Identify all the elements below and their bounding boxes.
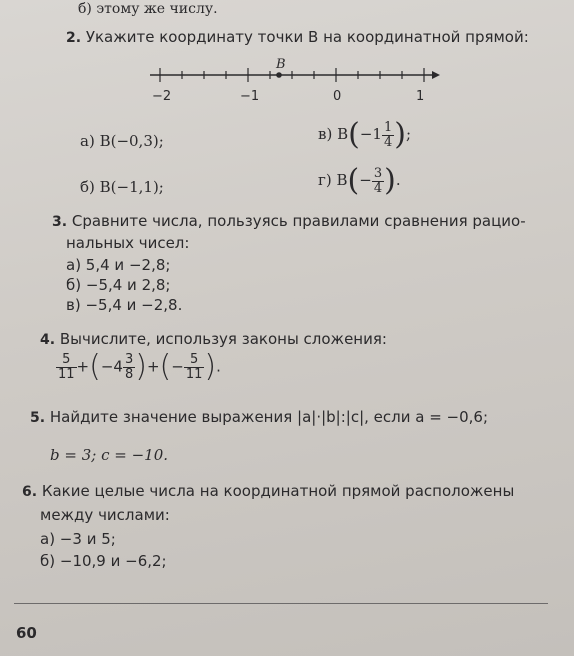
option-2g-prefix: г) B bbox=[318, 171, 348, 189]
tick-label-1: 1 bbox=[416, 89, 425, 104]
option-2b: б) B(−1,1); bbox=[80, 178, 164, 196]
task-3-item-v: в) −5,4 и −2,8. bbox=[66, 296, 183, 314]
number-line bbox=[140, 55, 440, 105]
option-2v: в) B(−1 $\frac{1}{4}$ ); bbox=[318, 117, 411, 152]
point-b-label: B bbox=[276, 57, 286, 72]
option-2v-fraction: $\frac{1}{4}$ bbox=[383, 119, 393, 150]
footer-rule bbox=[14, 603, 548, 604]
task-3-heading: 3. Сравните числа, пользуясь правилами сравнения рацио- bbox=[52, 212, 526, 230]
option-2g-fraction: $\frac{3}{4}$ bbox=[373, 165, 383, 196]
tick-label-minus-2: −2 bbox=[152, 89, 172, 104]
task-3-text-cont: нальных чисел: bbox=[66, 234, 190, 252]
task-4-fraction-3: $\frac{5}{11}$ bbox=[185, 351, 203, 382]
option-2a: а) B(−0,3); bbox=[80, 132, 164, 150]
task-4-fraction-1: $\frac{5}{11}$ bbox=[58, 351, 75, 382]
task-6-item-a: а) −3 и 5; bbox=[40, 530, 116, 548]
task-4-heading: 4. Вычислите, используя законы сложения: bbox=[40, 330, 387, 348]
task-4-fraction-2: $\frac{3}{8}$ bbox=[124, 351, 134, 382]
tick-label-0: 0 bbox=[333, 89, 342, 104]
task-5-heading: 5. Найдите значение выражения |a|·|b|:|c|, если a = −0,6; bbox=[30, 408, 489, 426]
task-6-heading: 6. Какие целые числа на координатной прямой расположены bbox=[22, 482, 515, 500]
task-2-number: 2. bbox=[66, 30, 82, 46]
task-5-values: b = 3; c = −10. bbox=[50, 446, 169, 464]
task-2-text: Укажите координату точки B на координатной прямой: bbox=[85, 28, 529, 46]
point-b-dot bbox=[276, 72, 282, 78]
task-3-item-a: а) 5,4 и −2,8; bbox=[66, 256, 171, 274]
option-2g: г) B(− $\frac{3}{4}$ ). bbox=[318, 163, 401, 198]
prev-task-tail: б) этому же числу. bbox=[78, 1, 218, 17]
option-2v-prefix: в) B bbox=[318, 125, 349, 143]
task-6-text-cont: между числами: bbox=[40, 506, 170, 524]
task-2-heading bbox=[66, 28, 529, 46]
tick-label-minus-1: −1 bbox=[240, 89, 260, 104]
task-6-item-b: б) −10,9 и −6,2; bbox=[40, 552, 167, 570]
task-4-expression: $\frac{5}{11}$ +(−4 $\frac{3}{8}$ )+(− $\frac{5}{11}$ ). bbox=[58, 349, 221, 384]
option-2v-whole: −1 bbox=[359, 125, 382, 143]
page-number: 60 bbox=[16, 624, 37, 642]
number-line-arrow bbox=[432, 71, 440, 79]
task-3-item-b: б) −5,4 и 2,8; bbox=[66, 276, 171, 294]
